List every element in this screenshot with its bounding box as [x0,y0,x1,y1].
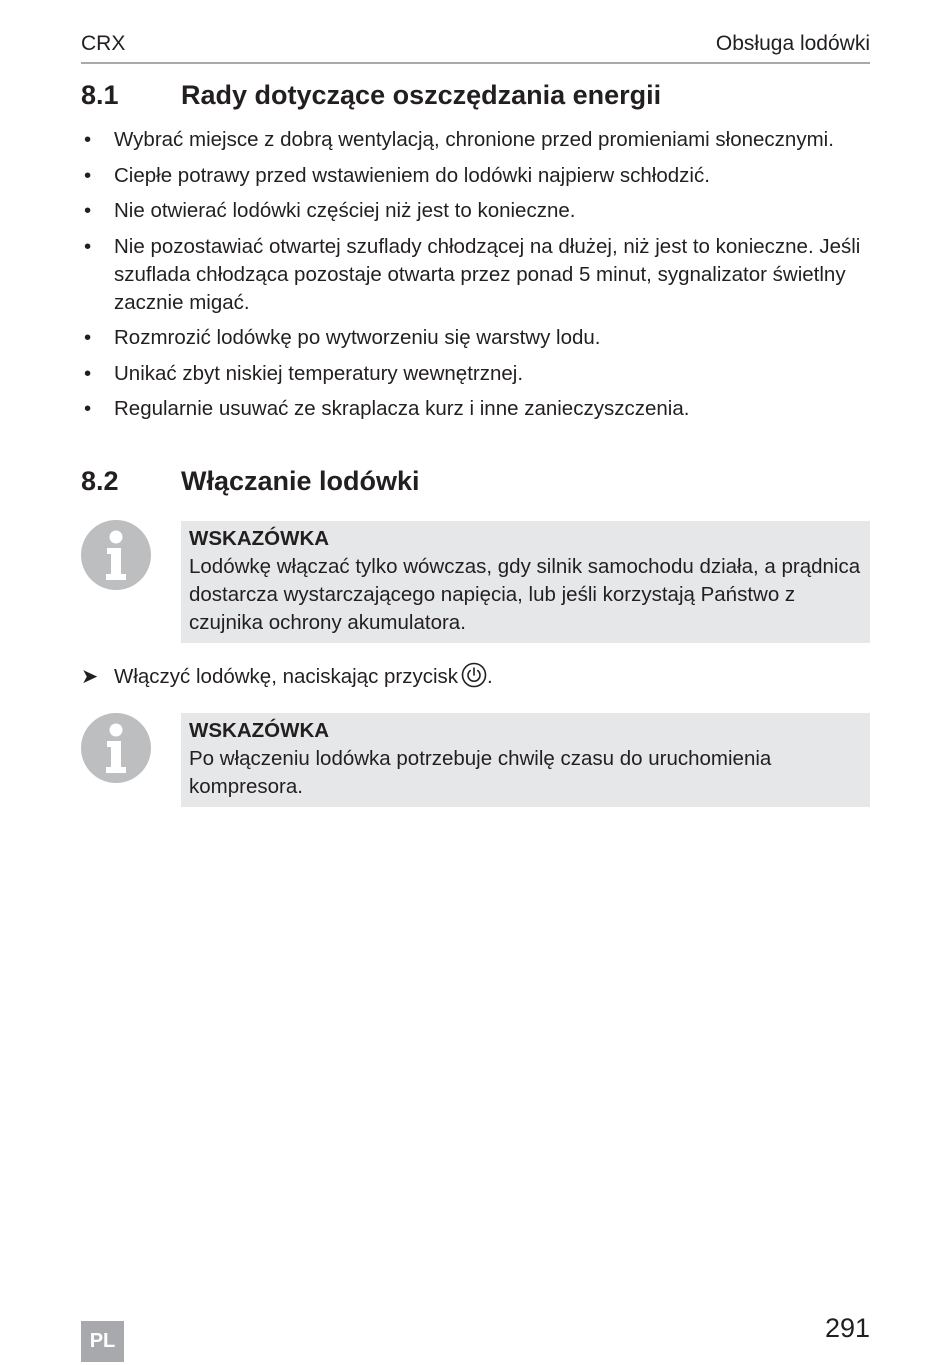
list-item: • Wybrać miejsce z dobrą wentylacją, chronione przed promieniami słonecznymi. [81,126,881,154]
section-title: Rady dotyczące oszczędzania energii [181,80,662,110]
note-box [181,521,870,643]
power-icon [461,662,487,688]
list-item: • Nie pozostawiać otwartej szuflady chłodzącej na dłużej, niż jest to konieczne. Jeśli szuflada chłodząca pozostaje otwarta przez ponad 5 minut, sygnalizator świetlny zacznie migać. [84,234,861,314]
header-chapter: Obsługa lodówki [715,32,870,55]
language-badge: PL [81,1321,124,1362]
info-icon [81,520,151,590]
step-end: . [487,665,493,688]
section-number: 8.1 [81,80,119,110]
step-text: Włączyć lodówkę, naciskając przycisk [114,665,459,688]
bullet: • [84,361,92,385]
bullet: • [84,234,92,258]
header-product: CRX [81,32,126,55]
list-item: • Nie otwierać lodówki częściej niż jest to konieczne. [81,197,881,225]
bullet: • [84,199,92,222]
note-label: WSKAZÓWKA [189,719,330,742]
info-icon [81,713,151,783]
note-text: Lodówkę włączać tylko wówczas, gdy silnik samochodu działa, a prądnica dostarcza wystarczającego napięcia, lub jeśli korzystają Państwo z czujnika ochrony akumulatora. [189,555,861,634]
note-label: WSKAZÓWKA [189,527,330,550]
section-number: 8.2 [81,466,119,496]
page-header [81,30,870,64]
list-item: • Rozmrozić lodówkę po wytworzeniu się warstwy lodu. [81,324,881,352]
instruction-step [81,662,493,691]
bullet: • [84,397,92,420]
bullet: • [84,326,92,349]
note-text: Po włączeniu lodówka potrzebuje chwilę czasu do uruchomienia kompresora. [189,747,772,798]
list-item: • Unikać zbyt niskiej temperatury wewnętrznej. [81,360,881,388]
list-item: • Ciepłe potrawy przed wstawieniem do lodówki najpierw schłodzić. [81,162,881,190]
section-title: Włączanie lodówki [181,466,420,496]
note-box [181,713,870,807]
step-arrow: ➤ [81,665,99,688]
bullet: • [84,163,92,187]
list-item: • Regularnie usuwać ze skraplacza kurz i inne zanieczyszczenia. [81,395,881,423]
page-number: 291 [824,1313,870,1343]
bullet: • [84,128,92,151]
energy-tips-list [81,126,881,431]
